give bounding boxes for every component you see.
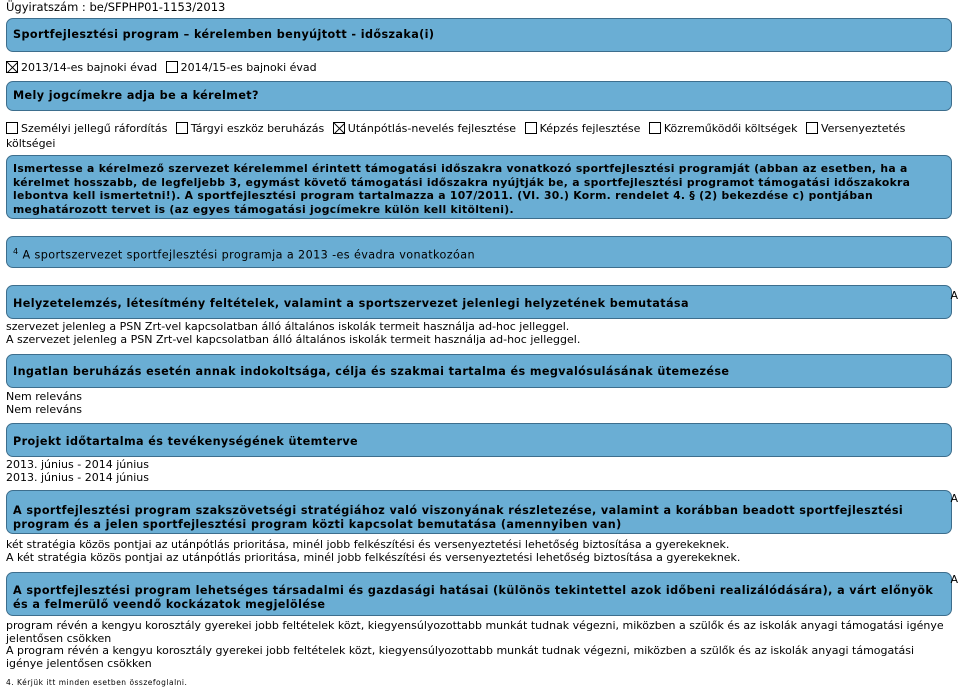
real-estate-header xyxy=(6,354,952,388)
impact-text-1: program révén a kengyu korosztály gyerekei jobb feltételek közt, kiegyensúlyozottabb munkát tudnak végezni, miközben a szülők és az iskolák anyagi támogatási igénye jelentősen csökken xyxy=(6,619,944,645)
instruction-text: Ismertesse a kérelmező szervezet kérelemmel érintett támogatási időszakra vonatkozó sportfejlesztési programját (abban az esetben, ha a kérelmet hosszabb, de legfeljebb 3, egymást követő támogatási időszakra nyújtják be, a sportfejlesztési programot támogatási időszakokra lebontva kell ismertetni!). A sportfejlesztési program tartalmazza a 107/2011. (VI. 30.) Korm. rendelet 4. § (2) bekezdése c) pontjában meghatározott tervet is (az egyes támogatási jogcímekre külön kell kitölteni). xyxy=(13,162,911,216)
strategy-relation-title: A sportfejlesztési program szakszövetségi stratégiához való viszonyának részletezése, valamint a korábban beadott sportfejlesztési program és a jelen sportfejlesztési program közti kapcsolat bemutatása (amennyiben van) xyxy=(13,504,904,531)
season-2014-checkbox[interactable] xyxy=(166,61,178,73)
category-competition[interactable] xyxy=(806,122,905,135)
situation-analysis-title: Helyzetelemzés, létesítmény feltételek, valamint a sportszervezet jelenlegi helyzetének bemutatása xyxy=(13,297,689,310)
category-assets-label: Tárgyi eszköz beruházás xyxy=(190,122,325,135)
program-period-header xyxy=(6,18,952,52)
legal-basis-header xyxy=(6,81,952,111)
strategy-relation-header xyxy=(6,490,952,534)
category-youth[interactable] xyxy=(333,122,520,135)
season-options xyxy=(6,61,322,74)
impact-text-2: A program révén a kengyu korosztály gyerekei jobb feltételek közt, kiegyensúlyozottabb munkát tudnak végezni, miközben a szülők és az iskolák anyagi támogatási igénye jelentősen csökken xyxy=(6,644,915,670)
category-youth-label: Utánpótlás-nevelés fejlesztése xyxy=(347,122,517,135)
category-personnel-checkbox[interactable] xyxy=(6,122,18,134)
category-assets[interactable] xyxy=(176,122,328,135)
category-intermediary[interactable] xyxy=(649,122,801,135)
footnote: 4. Kérjük itt minden esetben összefoglalni. xyxy=(6,678,188,687)
strategy-relation-line-1: két stratégia közös pontjai az utánpótlás prioritása, minél jobb felkészítési és versenyeztetési lehetőség biztosítása a gyerekeknek. xyxy=(6,538,730,551)
real-estate-line-1: Nem releváns xyxy=(6,390,83,403)
situation-analysis-line-2: A szervezet jelenleg a PSN Zrt-vel kapcsolatban álló általános iskolák termeit használja ad-hoc jelleggel. xyxy=(6,333,581,346)
category-training[interactable] xyxy=(525,122,644,135)
strategy-relation-side-letter: A xyxy=(950,492,958,505)
season-2014-label: 2014/15-es bajnoki évad xyxy=(180,61,317,74)
registration-number: Ügyiratszám : be/SFPHP01-1153/2013 xyxy=(6,0,226,14)
category-competition-checkbox[interactable] xyxy=(806,122,818,134)
program-period-title: Sportfejlesztési program – kérelemben benyújtott - időszaka(i) xyxy=(13,28,435,41)
situation-analysis-line-1: szervezet jelenleg a PSN Zrt-vel kapcsolatban álló általános iskolák termeit használja ad-hoc jelleggel. xyxy=(6,320,570,333)
category-competition-label: Versenyeztetés xyxy=(820,122,906,135)
category-training-checkbox[interactable] xyxy=(525,122,537,134)
real-estate-line-2: Nem releváns xyxy=(6,403,83,416)
season-2013-label: 2013/14-es bajnoki évad xyxy=(21,61,158,74)
impact-header xyxy=(6,572,952,616)
category-training-label: Képzés fejlesztése xyxy=(539,122,641,135)
project-timeline-header xyxy=(6,423,952,457)
real-estate-title: Ingatlan beruházás esetén annak indokoltsága, célja és szakmai tartalma és megvalósulásának ütemezése xyxy=(13,365,730,378)
category-options xyxy=(6,122,910,135)
program-instructions xyxy=(6,155,952,219)
category-intermediary-checkbox[interactable] xyxy=(649,122,661,134)
project-timeline-line-2: 2013. június - 2014 június xyxy=(6,471,149,484)
season-2013-checkbox[interactable] xyxy=(6,61,18,73)
season-option-2013[interactable] xyxy=(6,61,161,74)
season-option-2014[interactable] xyxy=(166,61,317,74)
category-personnel-label: Személyi jellegű ráfordítás xyxy=(21,122,168,135)
section-4-header xyxy=(6,236,952,268)
section-4-title: A sportszervezet sportfejlesztési programja a 2013 -es évadra vonatkozóan xyxy=(22,248,476,262)
legal-basis-title: Mely jogcímekre adja be a kérelmet? xyxy=(13,89,259,102)
situation-analysis-header xyxy=(6,285,952,319)
strategy-relation-line-2: A két stratégia közös pontjai az utánpótlás prioritása, minél jobb felkészítési és versenyeztetési lehetőség biztosítása a gyerekeknek. xyxy=(6,551,741,564)
impact-side-letter: A xyxy=(950,573,958,586)
category-assets-checkbox[interactable] xyxy=(176,122,188,134)
category-continuation: költségei xyxy=(6,137,56,150)
footnote-ref: 4 xyxy=(13,247,19,256)
category-intermediary-label: Közreműködői költségek xyxy=(663,122,798,135)
situation-analysis-side-letter: A xyxy=(950,289,958,302)
project-timeline-title: Projekt időtartalma és tevékenységének ütemterve xyxy=(13,435,359,448)
category-youth-checkbox[interactable] xyxy=(333,122,345,134)
impact-title: A sportfejlesztési program lehetséges társadalmi és gazdasági hatásai (különös tekintettel azok időbeni realizálódására), a várt előnyök és a felmerülő veendő kockázatok megjelölése xyxy=(13,584,934,611)
project-timeline-line-1: 2013. június - 2014 június xyxy=(6,458,149,471)
category-personnel[interactable] xyxy=(6,122,171,135)
